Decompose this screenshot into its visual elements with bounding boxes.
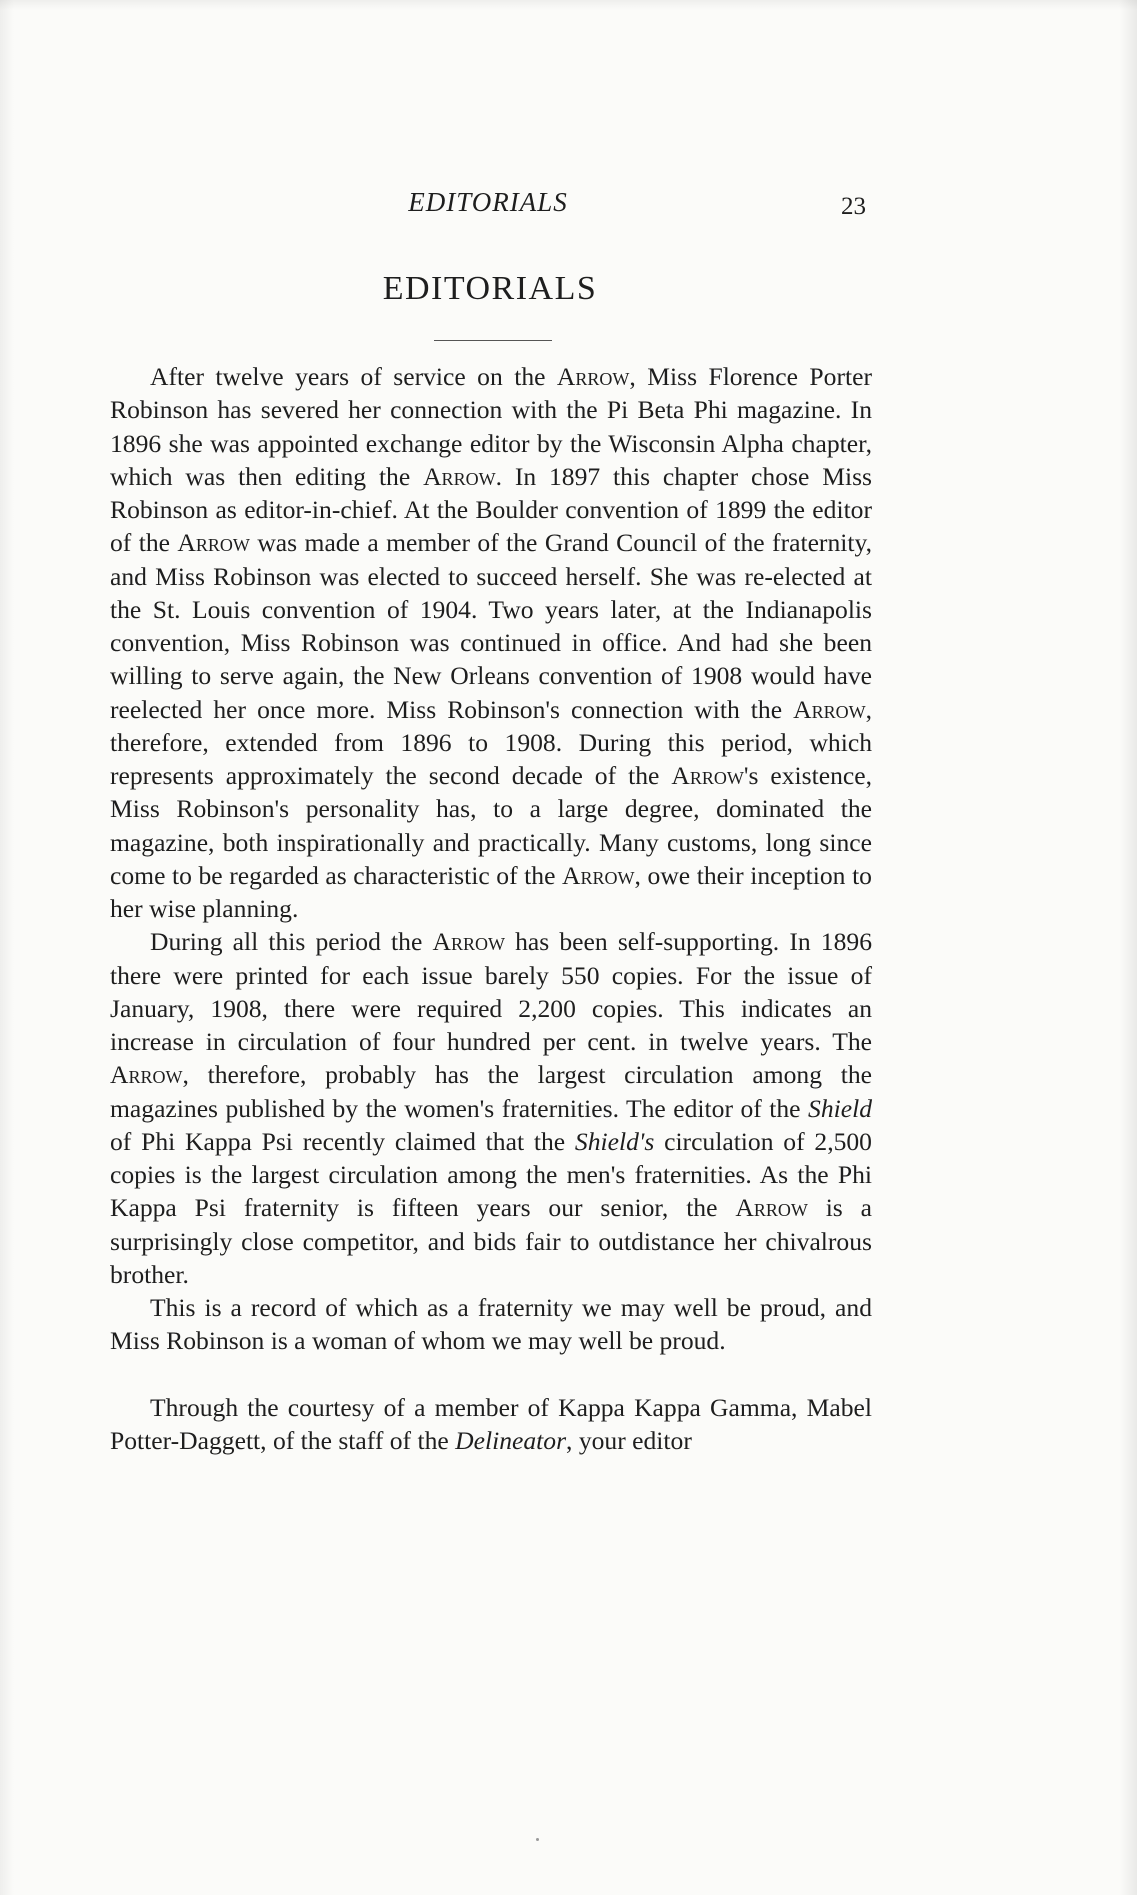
article-title: EDITORIALS: [382, 270, 598, 307]
smallcaps-text: Arrow: [562, 860, 635, 890]
smallcaps-text: Arrow: [735, 1193, 808, 1223]
text-run: , owe their inception to her wise planning.: [110, 860, 872, 923]
paragraph: [110, 925, 872, 1291]
text-run: , therefore, extended from 1896 to 1908. During this period, which represents approximately the second decade of the: [110, 694, 872, 790]
article-body: [110, 360, 872, 1457]
paragraph: [110, 1291, 872, 1358]
running-head: EDITORIALS: [408, 187, 568, 217]
title-divider: [434, 340, 552, 341]
text-run: Through the courtesy of a member of Kappa Kappa Gamma, Mabel Potter-Daggett, of the staff of the: [110, 1392, 872, 1455]
smallcaps-text: Arrow: [432, 927, 505, 957]
text-run: is a surprisingly close competitor, and bids fair to outdistance her chivalrous brother.: [110, 1193, 873, 1289]
smallcaps-text: Arrow: [793, 694, 866, 724]
smallcaps-text: Arrow: [423, 461, 496, 491]
italic-text: Shield's: [574, 1126, 655, 1156]
paper-speck: [536, 1838, 539, 1841]
smallcaps-text: Arrow: [177, 528, 250, 558]
text-run: circulation of 2,500 copies is the largest circulation among the men's fraternities. As the Phi Kappa Psi fraternity is fifteen years our senior, the: [110, 1126, 872, 1223]
text-run: . In 1897 this chapter chose Miss Robinson as editor-in-chief. At the Boulder convention of 1899 the editor of the: [110, 461, 872, 558]
text-run: , your editor: [566, 1425, 692, 1455]
text-run: of Phi Kappa Psi recently claimed that the: [110, 1126, 575, 1156]
text-run: This is a record of which as a fraternity we may well be proud, and Miss Robinson is a woman of whom we may well be proud.: [110, 1293, 872, 1356]
text-run: has been self-supporting. In 1896 there were printed for each issue barely 550 copies. For the issue of January, 1908, there were required 2,200 copies. This indicates an increase in circulation of four hundred per cent. in twelve years. The: [110, 927, 872, 1056]
text-run: , therefore, probably has the largest circulation among the magazines published by the women's fraternities. The editor of the: [110, 1060, 872, 1123]
text-run: , Miss Florence Porter Robinson has severed her connection with the Pi Beta Phi magazine. In 1896 she was appointed exchange editor by the Wisconsin Alpha chapter, which was then editing the: [110, 362, 872, 491]
smallcaps-text: Arrow: [671, 761, 744, 790]
text-run: After twelve years of service on the: [150, 362, 557, 391]
italic-text: Shield: [808, 1093, 872, 1123]
text-run: During all this period the: [150, 927, 433, 957]
text-run: was made a member of the Grand Council of the fraternity, and Miss Robinson was elected to succeed herself. She was re-elected at the St. Louis convention of 1904. Two years later, at the Indianapolis convention, Miss Robinson was continued in office. And had she been willing to serve again, the New Orleans convention of 1908 would have reelected her once more. Miss Robinson's connection with the: [110, 528, 873, 724]
paragraph: [110, 1391, 872, 1458]
paragraph: [110, 360, 872, 925]
smallcaps-text: Arrow: [556, 362, 630, 391]
smallcaps-text: Arrow: [110, 1060, 183, 1090]
italic-text: Delineator: [455, 1425, 567, 1455]
page-number: 23: [841, 193, 866, 220]
text-run: 's existence, Miss Robinson's personality has, to a large degree, dominated the magazine, both inspirationally and practically. Many customs, long since come to be regarded as characteristic of the: [110, 761, 872, 890]
